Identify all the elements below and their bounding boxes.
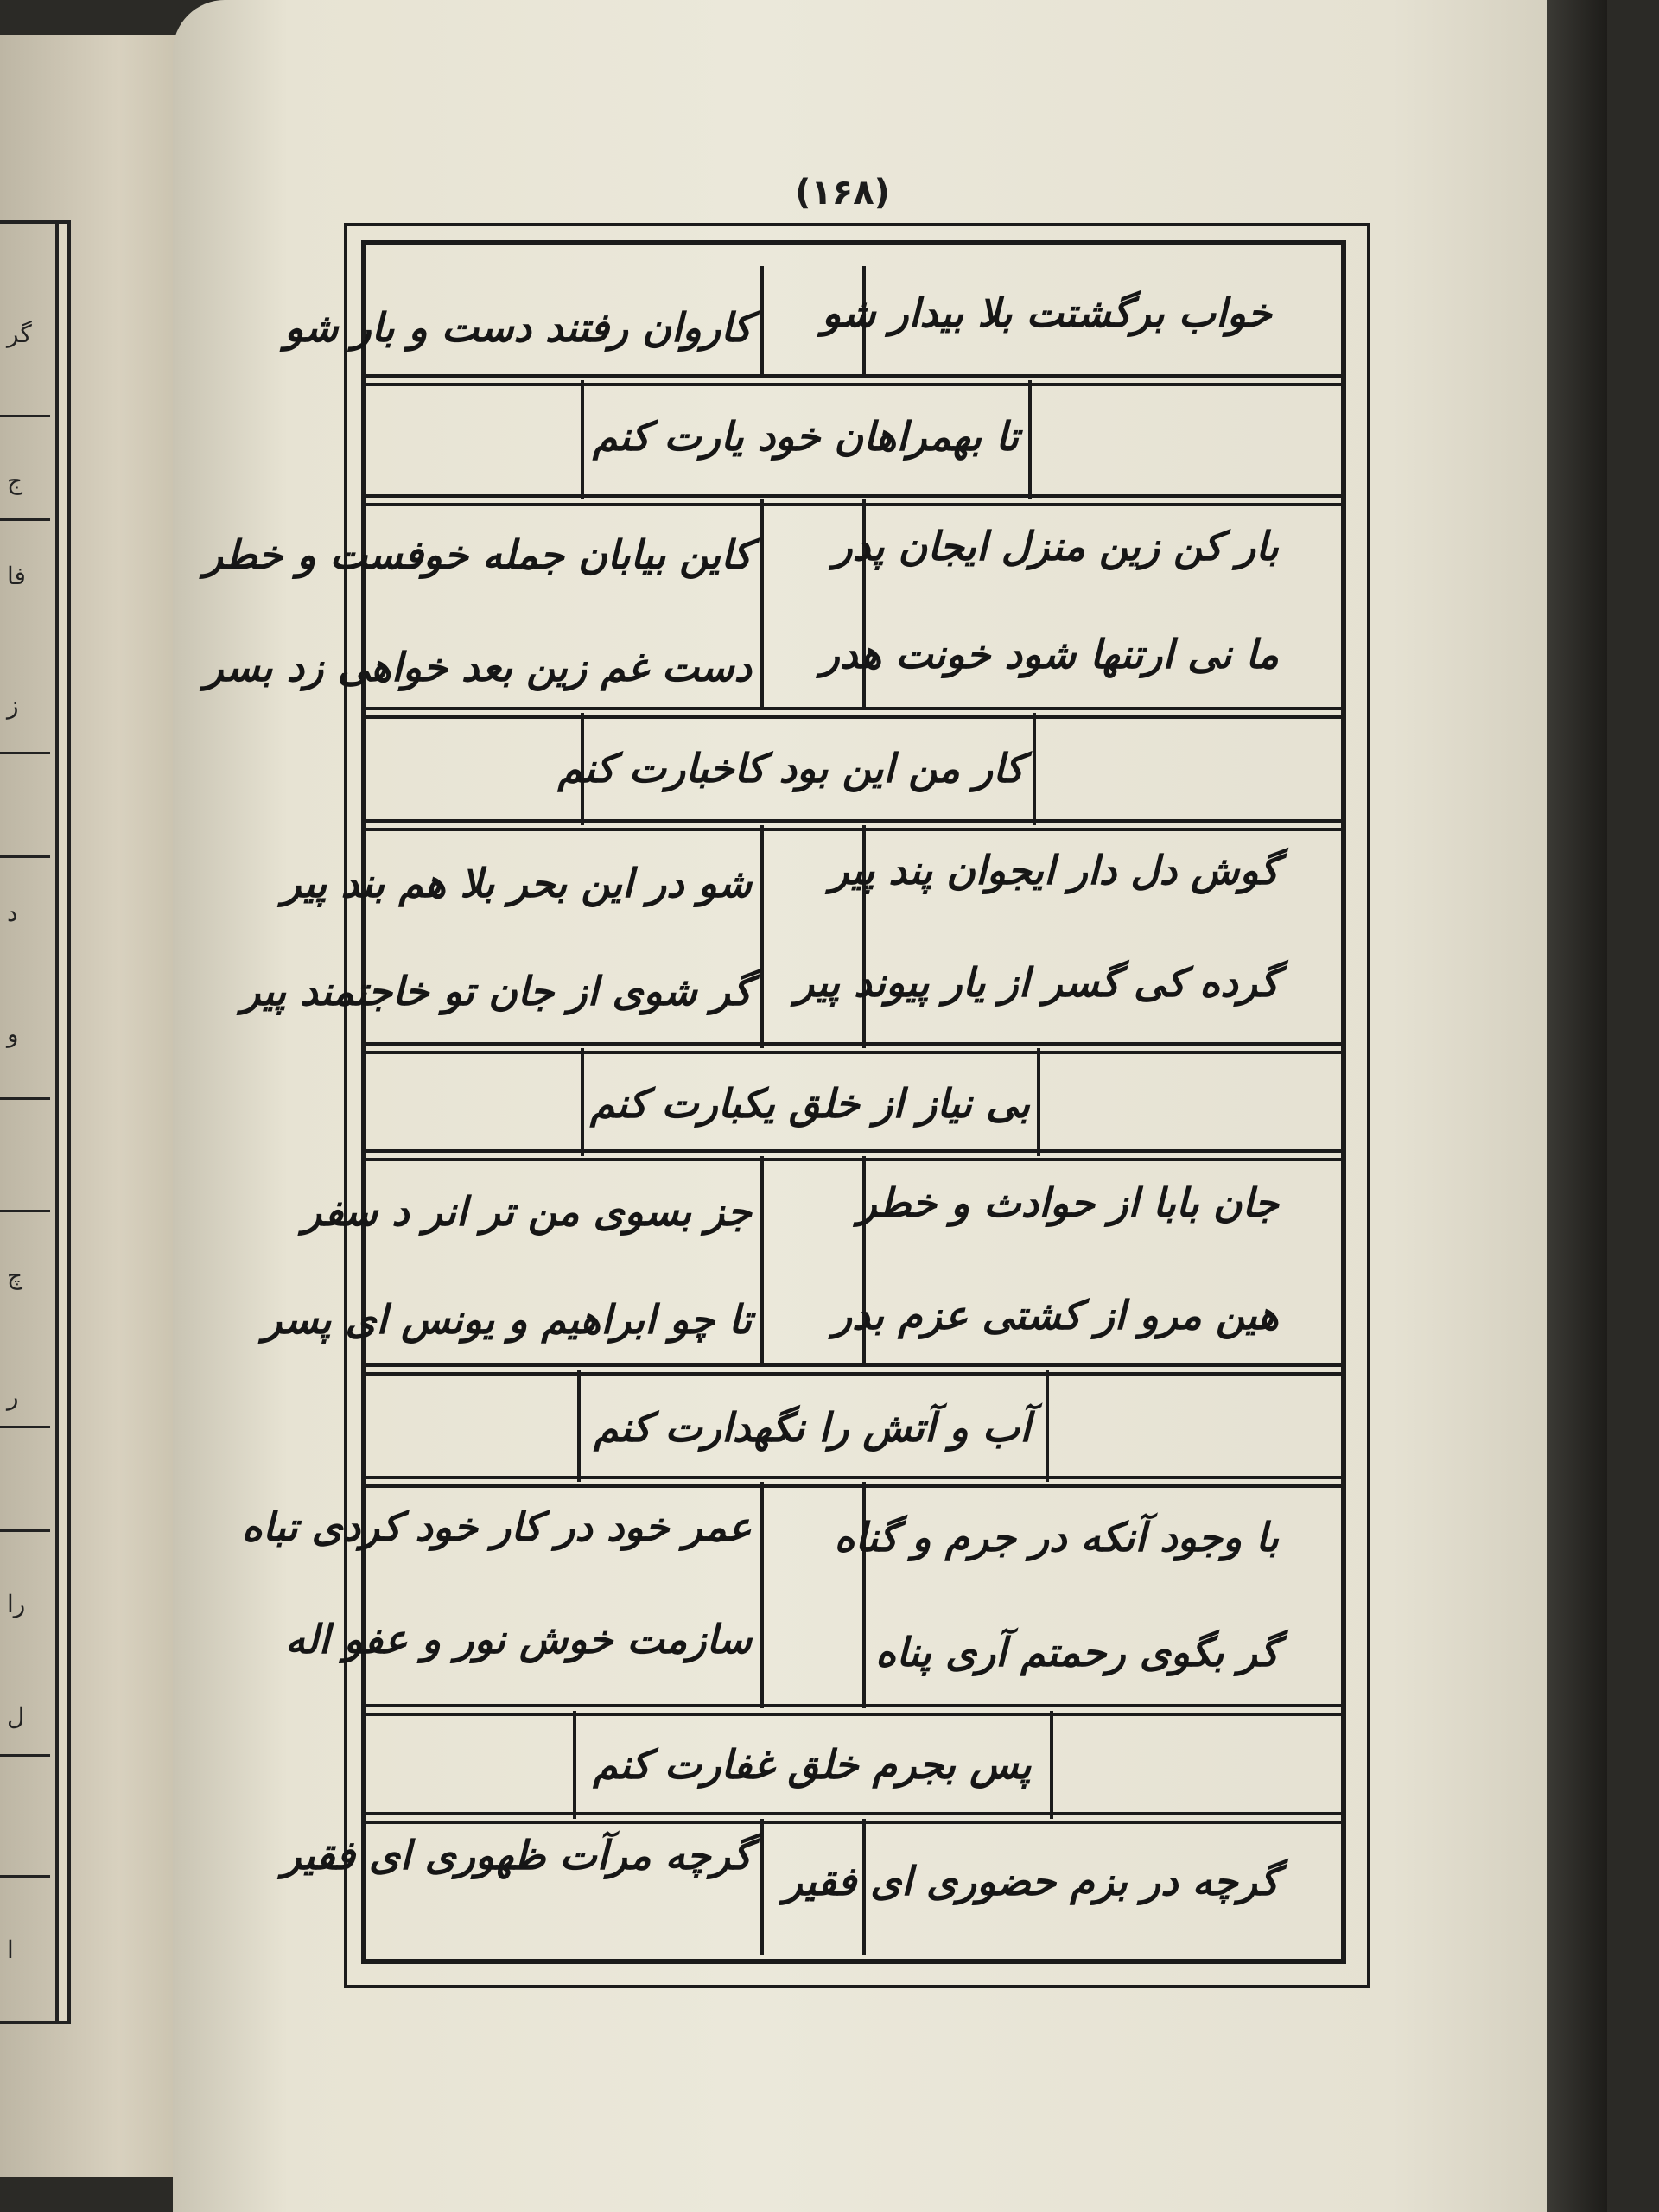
row-rule (366, 707, 1341, 710)
verse-right-3-2: گرده کی گسر از یار پیوند پیر (795, 959, 1279, 1006)
refrain-box-edge (1046, 1370, 1049, 1482)
verse-right-4-1: جان بابا از حوادث و خطر (857, 1179, 1279, 1226)
verse-left-2-2: دست غم زین بعد خواهی زد بسر (204, 644, 752, 690)
row-rule (366, 1042, 1341, 1046)
verse-left-6-1: گرچه مرآت ظهوری ای فقیر (282, 1832, 752, 1878)
left-page-text: ا (7, 1936, 14, 1964)
verse-left-5-2: سازمت خوش نور و عفو اله (285, 1616, 752, 1662)
refrain-5: پس بجرم خلق غفارت کنم (593, 1741, 1032, 1788)
row-rule (366, 1363, 1341, 1367)
left-page-text: ل (7, 1702, 25, 1731)
left-page-rule (0, 1875, 50, 1878)
left-page-text: و (7, 1020, 19, 1048)
refrain-box-edge (1028, 380, 1032, 499)
row-rule (366, 819, 1341, 823)
column-divider (760, 266, 764, 374)
left-page-rule (0, 855, 50, 858)
row-rule (366, 1372, 1341, 1376)
row-rule (366, 1704, 1341, 1707)
left-page-rule (0, 415, 50, 417)
left-page-text: ج (7, 467, 23, 495)
row-rule (366, 383, 1341, 386)
left-page-text: را (7, 1590, 26, 1618)
row-rule (366, 494, 1341, 498)
row-rule (366, 1821, 1341, 1824)
refrain-box-edge (581, 1048, 584, 1156)
left-page-rule (0, 1097, 50, 1100)
refrain-3: بی نیاز از خلق یکبارت کنم (589, 1080, 1031, 1127)
verse-left-4-1: جز بسوی من تر انر د سفر (302, 1188, 752, 1235)
verse-right-2-1: بار کن زین منزل ایجان پدر (833, 523, 1279, 569)
left-page-rule (0, 1754, 50, 1757)
refrain-1: تا بهمراهان خود یارت کنم (592, 413, 1020, 460)
column-divider (760, 825, 764, 1048)
row-rule (366, 1149, 1341, 1153)
left-page-rule (0, 1426, 50, 1428)
row-rule (366, 1484, 1341, 1488)
verse-right-1-1: خواب برگشتت بلا بیدار شو (822, 289, 1272, 336)
left-page-rule (0, 1210, 50, 1212)
left-page-rule (0, 752, 50, 754)
left-page-text: ز (7, 691, 19, 720)
column-divider (760, 1819, 764, 1955)
row-rule (366, 828, 1341, 831)
refrain-box-edge (1037, 1048, 1040, 1156)
row-rule (366, 715, 1341, 719)
left-page-text: فا (7, 562, 26, 590)
verse-left-3-2: گر شوی از جان تو خاجتمند پیر (241, 968, 752, 1014)
refrain-2: کار من این بود کاخبارت کنم (557, 745, 1024, 791)
left-page-rule (0, 1529, 50, 1532)
page-edge-shadow (1547, 0, 1607, 2212)
left-page-text: ر (7, 1382, 19, 1411)
refrain-box-edge (1033, 713, 1036, 825)
verse-right-2-2: ما نی ارتنها شود خونت هدر (820, 631, 1279, 677)
row-rule (366, 503, 1341, 506)
verse-right-6-1: گرچه در بزم حضوری ای فقیر (783, 1858, 1279, 1904)
refrain-box-edge (1050, 1711, 1053, 1819)
verse-right-5-1: با وجود آنکه در جرم و گناه (834, 1514, 1279, 1560)
row-rule (366, 1812, 1341, 1815)
verse-right-3-1: گوش دل دار ایجوان پند پیر (830, 847, 1279, 893)
verse-right-5-2: گر بگوی رحمتم آری پناه (875, 1629, 1279, 1675)
row-rule (366, 1051, 1341, 1054)
refrain-box-edge (577, 1370, 581, 1482)
verse-left-4-2: تا چو ابراهیم و یونس ای پسر (263, 1296, 752, 1343)
left-page-text: چ (7, 1262, 23, 1290)
refrain-4: آب و آتش را نگهدارت کنم (594, 1404, 1031, 1451)
verse-left-1-1: کاروان رفتند دست و بار شو (284, 304, 752, 351)
verse-right-4-2: هین مرو از کشتی عزم بدر (832, 1292, 1279, 1338)
column-divider (760, 1482, 764, 1708)
column-divider (760, 1156, 764, 1363)
row-rule (366, 1158, 1341, 1161)
page-number: (۱۶۸) (795, 173, 890, 213)
row-rule (366, 1476, 1341, 1479)
refrain-box-edge (581, 380, 584, 499)
verse-left-3-1: شو در این بحر بلا هم بند پیر (282, 860, 752, 906)
left-page-rule (0, 518, 50, 521)
verse-left-2-1: کاین بیابان جمله خوفست و خطر (203, 531, 752, 578)
verse-left-5-1: عمر خود در کار خود کردی تباه (241, 1503, 752, 1550)
column-divider (760, 499, 764, 707)
refrain-box-edge (573, 1711, 576, 1819)
row-rule (366, 1713, 1341, 1716)
row-rule (366, 374, 1341, 378)
left-page-text: د (7, 899, 18, 927)
left-page-text: گر (7, 320, 32, 348)
